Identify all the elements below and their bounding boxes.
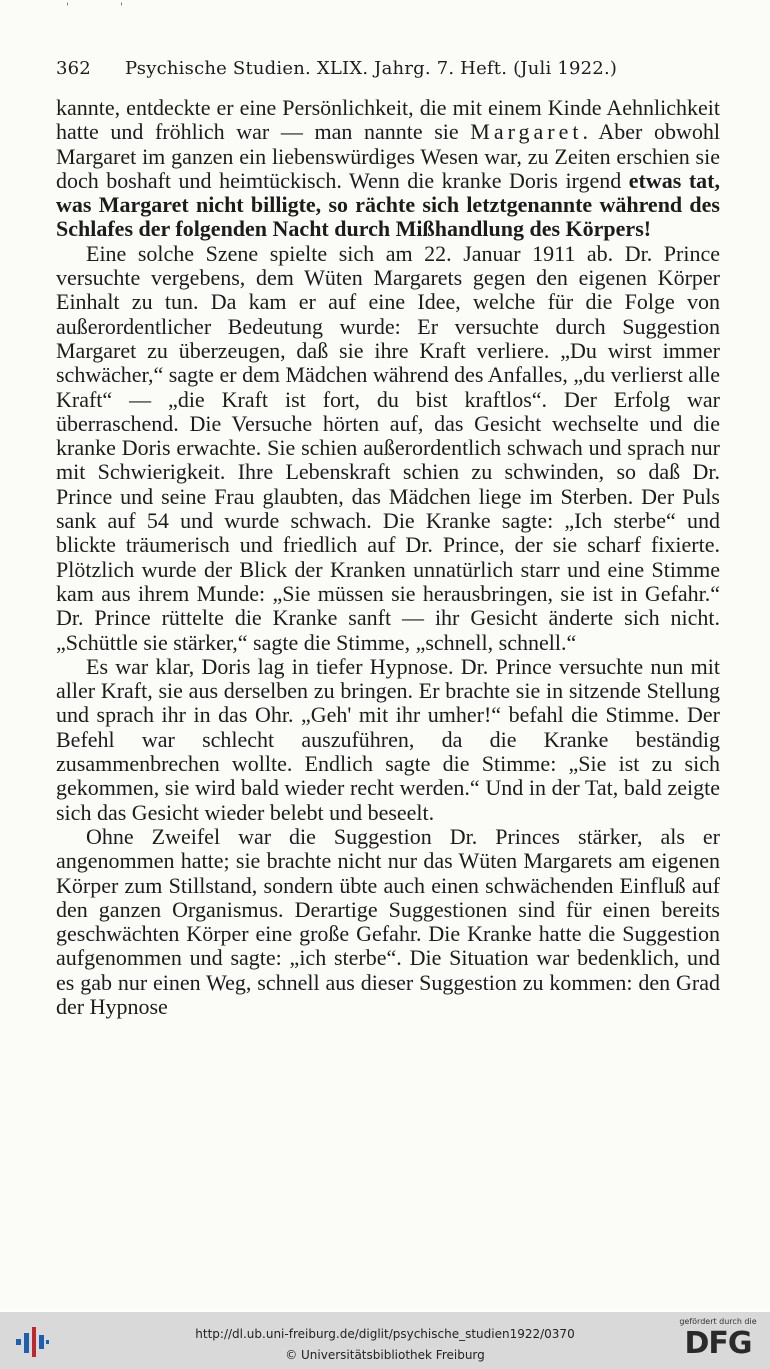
text-segment: Eine solche Szene spielte sich am 22. Januar 1911 ab. Dr. Prince versuchte vergebens, dem Wüten Margarets gegen den eigenen Körper Einhalt zu tun. Da kam er auf eine Idee, welche für die Folge von außerordentlicher Bedeutung wurde: Er versuchte durch Suggestion Margaret zu überzeugen, daß sie ihre Kraft verliere. „Du wirst immer schwächer,“ sagte er dem Mädchen während des Anfalles, „du verlierst alle Kraft“ — „die Kraft ist fort, du bist kraftlos“. Der Erfolg war überraschend. Die Versuche hörten auf, das Gesicht wechselte und die kranke Doris erwachte. Sie schien außerordentlich schwach und sprach nur mit Schwierigkeit. Ihre Lebenskraft schien zu schwinden, so daß Dr. Prince und seine Frau glaubten, das Mädchen liege im Sterben. Der Puls sank auf 54 und wurde schwach. Die Kranke sagte: „Ich sterbe“ und blickte träumerisch und friedlich auf Dr. Prince, der sie scharf fixierte. Plötzlich wurde der Blick der Kranken unnatürlich starr und eine Stimme kam aus ihrem Munde: „Sie müssen sie herausbringen, sie ist in Gefahr.“ Dr. Prince rüttelte die Kranke sanft — ihr Gesicht änderte sich nicht. „Schüttle sie stärker,“ sagte die Stimme, „schnell, schnell.“	[56, 240, 720, 655]
paragraph	[56, 242, 720, 655]
text-segment: Ohne Zweifel war die Suggestion Dr. Princes stärker, als er angenommen hatte; sie brachte nicht nur das Wüten Margarets am eigenen Körper zum Stillstand, sondern übte auch einen schwächenden Einfluß auf den ganzen Organismus. Derartige Suggestionen sind für einen bereits geschwächten Körper eine große Gefahr. Die Kranke hatte die Suggestion aufgenommen und sagte: „ich sterbe“. Die Situation war bedenklich, und es gab nur einen Weg, schnell aus dieser Suggestion zu kommen: den Grad der Hypnose	[56, 823, 720, 1019]
dfg-wordmark: DFG	[684, 1326, 752, 1361]
viewer-footer	[0, 1312, 770, 1369]
scan-mark: '	[66, 2, 69, 13]
text-segment: . Aber obwohl Margaret im ganzen ein liebenswürdiges Wesen war, zu Zeiten erschien sie doch boshaft und heimtückisch. Wenn die kranke Doris irgend	[56, 119, 720, 193]
running-title: Psychische Studien. XLIX. Jahrg. 7. Heft. (Juli 1922.)	[124, 58, 618, 79]
paragraph	[56, 825, 720, 1019]
document-url[interactable]: http://dl.ub.uni-freiburg.de/diglit/psychische_studien1922/0370	[195, 1327, 575, 1341]
running-header	[56, 58, 726, 79]
scan-mark: '	[120, 2, 123, 13]
dfg-logo	[678, 1317, 758, 1367]
paragraph	[56, 96, 720, 242]
dfg-caption: gefördert durch die	[679, 1317, 757, 1326]
paragraph	[56, 655, 720, 825]
body-text	[56, 96, 720, 1019]
text-segment: etwas tat, was Margaret nicht billigte, so rächte sich letztgenannte während des Schlafes der folgenden Nacht durch Mißhandlung des Körpers!	[56, 167, 720, 242]
text-segment: kannte, entdeckte er eine Persönlichkeit, die mit einem Kinde Aehnlichkeit hatte und fröhlich war — man nannte sie	[56, 95, 720, 145]
page-number: 362	[56, 58, 91, 79]
copyright-notice: © Universitätsbibliothek Freiburg	[285, 1348, 485, 1362]
text-segment: Margaret	[470, 119, 583, 145]
text-segment: Es war klar, Doris lag in tiefer Hypnose. Dr. Prince versuchte nun mit aller Kraft, sie aus derselben zu bringen. Er brachte sie in sitzende Stellung und sprach ihr in das Ohr. „Geh' mit ihr umher!“ befahl die Stimme. Der Befehl war schlecht auszuführen, da die Kranke beständig zusammenbrechen wollte. Endlich sagte die Stimme: „Sie ist zu sich gekommen, sie wird bald wieder recht werden.“ Und in der Tat, bald zeigte sich das Gesicht wieder belebt und beseelt.	[56, 653, 720, 825]
